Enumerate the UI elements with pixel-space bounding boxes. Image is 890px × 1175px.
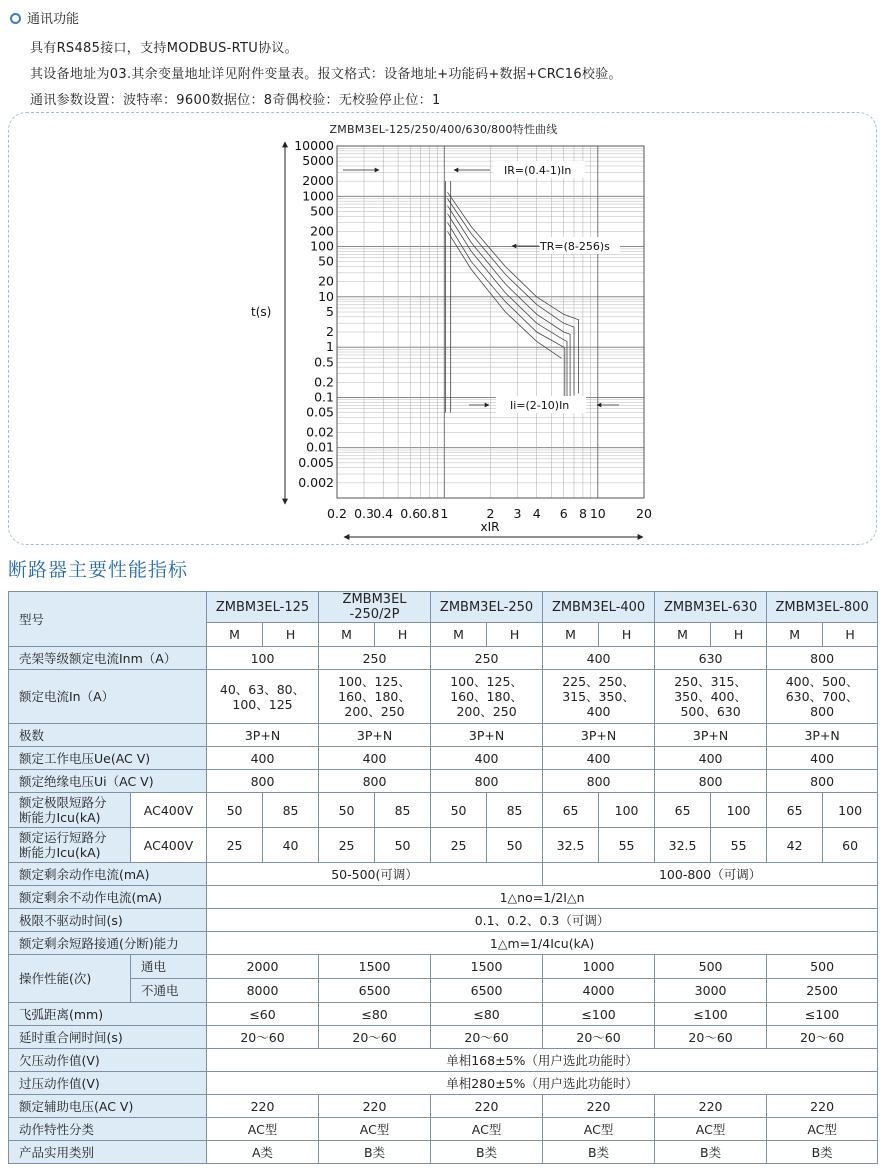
y-tick-label: 5000 bbox=[302, 153, 334, 169]
row-sublabel: 通电 bbox=[131, 955, 207, 979]
table-cell: 32.5 bbox=[655, 828, 711, 863]
table-cell: 100 bbox=[823, 793, 878, 828]
sub-m: M bbox=[207, 623, 263, 647]
table-cell: 20～60 bbox=[655, 1026, 767, 1049]
table-cell: AC型 bbox=[207, 1118, 319, 1141]
x-tick-label: 8 bbox=[578, 506, 587, 521]
table-cell: 2000 bbox=[207, 955, 319, 979]
table-cell: 50 bbox=[207, 793, 263, 828]
table-cell: 800 bbox=[207, 770, 319, 793]
comm-heading-text: 通讯功能 bbox=[27, 12, 80, 27]
table-cell: 60 bbox=[823, 828, 878, 863]
table-cell: 4000 bbox=[543, 979, 655, 1003]
table-cell: 100 bbox=[207, 647, 319, 670]
sub-h: H bbox=[711, 623, 767, 647]
row-label: 额定工作电压Ue(AC V) bbox=[9, 747, 207, 770]
table-cell: 250 bbox=[319, 647, 431, 670]
table-cell: 800 bbox=[767, 770, 878, 793]
table-cell: 800 bbox=[431, 770, 543, 793]
row-label: 额定极限短路分 断能力Icu(kA) bbox=[9, 793, 131, 828]
table-row bbox=[9, 793, 878, 828]
y-tick-label: 0.5 bbox=[314, 354, 334, 370]
table-cell: 0.1、0.2、0.3（可调） bbox=[207, 909, 878, 932]
table-cell: 单相168±5%（用户选此功能时） bbox=[207, 1049, 878, 1072]
table-cell: 50-500(可调） bbox=[207, 863, 543, 886]
row-label: 延时重合闸时间(s) bbox=[9, 1026, 207, 1049]
sub-m: M bbox=[543, 623, 599, 647]
table-row bbox=[9, 1095, 878, 1118]
table-cell: 3000 bbox=[655, 979, 767, 1003]
table-row bbox=[9, 1072, 878, 1095]
spec-table bbox=[8, 591, 878, 1164]
table-cell: 3P+N bbox=[767, 724, 878, 747]
table-cell: ≤100 bbox=[767, 1003, 878, 1026]
table-cell: ≤100 bbox=[543, 1003, 655, 1026]
table-cell: 1△m=1/4Icu(kA) bbox=[207, 932, 878, 955]
sub-m: M bbox=[655, 623, 711, 647]
table-cell: 400 bbox=[767, 747, 878, 770]
table-cell: 8000 bbox=[207, 979, 319, 1003]
row-sublabel: 不通电 bbox=[131, 979, 207, 1003]
y-axis-label: t(s) bbox=[251, 305, 272, 319]
characteristic-chart bbox=[9, 113, 878, 546]
y-tick-label: 10000 bbox=[294, 138, 334, 153]
table-cell: 85 bbox=[487, 793, 543, 828]
table-row bbox=[9, 724, 878, 747]
row-label: 过压动作值(V) bbox=[9, 1072, 207, 1095]
table-cell: 25 bbox=[207, 828, 263, 863]
table-cell: 25 bbox=[431, 828, 487, 863]
table-cell: AC型 bbox=[319, 1118, 431, 1141]
y-tick-label: 0.02 bbox=[306, 424, 334, 440]
table-row bbox=[9, 1118, 878, 1141]
sub-h: H bbox=[599, 623, 655, 647]
table-cell: 400 bbox=[543, 647, 655, 670]
table-cell: ≤80 bbox=[319, 1003, 431, 1026]
table-cell: 6500 bbox=[431, 979, 543, 1003]
sub-m: M bbox=[767, 623, 823, 647]
table-cell: 100-800（可调） bbox=[543, 863, 878, 886]
table-cell: AC型 bbox=[767, 1118, 878, 1141]
table-row bbox=[9, 670, 878, 724]
row-label: 额定绝缘电压Ui（AC V) bbox=[9, 770, 207, 793]
table-cell: 85 bbox=[375, 793, 431, 828]
table-cell: 1500 bbox=[319, 955, 431, 979]
table-row bbox=[9, 1049, 878, 1072]
model-header: ZMBM3EL-125 bbox=[207, 592, 319, 623]
y-tick-label: 200 bbox=[310, 223, 334, 239]
row-label: 额定剩余动作电流(mA) bbox=[9, 863, 207, 886]
table-cell: 42 bbox=[767, 828, 823, 863]
row-label: 欠压动作值(V) bbox=[9, 1049, 207, 1072]
table-cell: 3P+N bbox=[431, 724, 543, 747]
sub-h: H bbox=[375, 623, 431, 647]
table-cell: B类 bbox=[431, 1141, 543, 1164]
y-tick-label: 0.1 bbox=[314, 389, 334, 405]
row-label: 产品实用类别 bbox=[9, 1141, 207, 1164]
y-tick-label: 0.2 bbox=[314, 374, 334, 390]
model-header: ZMBM3EL-250 bbox=[431, 592, 543, 623]
table-row bbox=[9, 955, 878, 979]
table-cell: 100、125、 160、180、 200、250 bbox=[431, 670, 543, 724]
chart-title: ZMBM3EL-125/250/400/630/800特性曲线 bbox=[329, 123, 558, 136]
y-tick-label: 0.002 bbox=[298, 474, 334, 490]
table-row bbox=[9, 863, 878, 886]
table-cell: 400 bbox=[431, 747, 543, 770]
row-label: 操作性能(次) bbox=[9, 955, 131, 1003]
table-cell: 20～60 bbox=[431, 1026, 543, 1049]
table-cell: 25 bbox=[319, 828, 375, 863]
x-tick-label: 0.6 bbox=[400, 506, 421, 521]
table-cell: B类 bbox=[655, 1141, 767, 1164]
table-cell: 220 bbox=[767, 1095, 878, 1118]
table-cell: 3P+N bbox=[543, 724, 655, 747]
comm-line-2: 其设备地址为03.其余变量地址详见附件变量表。报文格式：设备地址+功能码+数据+CRC16校验。 bbox=[30, 67, 622, 82]
table-cell: ≤80 bbox=[431, 1003, 543, 1026]
table-cell: 220 bbox=[543, 1095, 655, 1118]
row-label: 额定剩余短路接通(分断)能力 bbox=[9, 932, 207, 955]
table-cell: 1△no=1/2I△n bbox=[207, 886, 878, 909]
x-tick-label: 1 bbox=[440, 506, 449, 521]
table-cell: 32.5 bbox=[543, 828, 599, 863]
voltage-cell: AC400V bbox=[131, 828, 207, 863]
table-cell: 40、63、80、 100、125 bbox=[207, 670, 319, 724]
y-tick-label: 50 bbox=[318, 253, 334, 269]
table-row bbox=[9, 1026, 878, 1049]
table-cell: 65 bbox=[655, 793, 711, 828]
table-cell: 400、500、 630、700、 800 bbox=[767, 670, 878, 724]
table-cell: 400 bbox=[543, 747, 655, 770]
table-cell: 400 bbox=[319, 747, 431, 770]
table-cell: 3P+N bbox=[207, 724, 319, 747]
model-header: ZMBM3EL-630 bbox=[655, 592, 767, 623]
row-label: 极数 bbox=[9, 724, 207, 747]
table-cell: 220 bbox=[431, 1095, 543, 1118]
table-row bbox=[9, 747, 878, 770]
sub-m: M bbox=[431, 623, 487, 647]
table-cell: 50 bbox=[431, 793, 487, 828]
comm-line-1: 具有RS485接口，支持MODBUS-RTU协议。 bbox=[30, 41, 298, 56]
model-header: ZMBM3EL-800 bbox=[767, 592, 878, 623]
table-cell: 220 bbox=[655, 1095, 767, 1118]
row-label: 极限不驱动时间(s) bbox=[9, 909, 207, 932]
row-label: 动作特性分类 bbox=[9, 1118, 207, 1141]
table-cell: 40 bbox=[263, 828, 319, 863]
table-cell: 单相280±5%（用户选此功能时） bbox=[207, 1072, 878, 1095]
table-cell: 100 bbox=[711, 793, 767, 828]
table-cell: 250 bbox=[431, 647, 543, 670]
table-cell: 20～60 bbox=[767, 1026, 878, 1049]
table-cell: 250、315、 350、400、 500、630 bbox=[655, 670, 767, 724]
y-tick-label: 2000 bbox=[302, 173, 334, 189]
bullet-circle-icon bbox=[10, 13, 21, 24]
x-tick-label: 20 bbox=[636, 506, 652, 521]
table-cell: 800 bbox=[319, 770, 431, 793]
table-cell: A类 bbox=[207, 1141, 319, 1164]
sub-m: M bbox=[319, 623, 375, 647]
y-tick-label: 500 bbox=[310, 203, 334, 219]
x-tick-label: 3 bbox=[513, 506, 522, 521]
table-cell: AC型 bbox=[543, 1118, 655, 1141]
table-row bbox=[9, 647, 878, 670]
y-tick-label: 100 bbox=[310, 238, 334, 254]
table-row bbox=[9, 770, 878, 793]
table-cell: 50 bbox=[487, 828, 543, 863]
table-cell: B类 bbox=[319, 1141, 431, 1164]
tr-annotation: TR=(8-256)s bbox=[540, 240, 610, 253]
table-cell: 220 bbox=[319, 1095, 431, 1118]
sub-h: H bbox=[823, 623, 878, 647]
table-cell: 65 bbox=[767, 793, 823, 828]
table-row bbox=[9, 1003, 878, 1026]
table-row bbox=[9, 909, 878, 932]
table-cell: 6500 bbox=[319, 979, 431, 1003]
y-tick-label: 1 bbox=[326, 339, 334, 355]
row-label: 额定运行短路分 断能力Icu(kA) bbox=[9, 828, 131, 863]
table-cell: 400 bbox=[655, 747, 767, 770]
sub-h: H bbox=[263, 623, 319, 647]
table-row bbox=[9, 886, 878, 909]
table-cell: B类 bbox=[767, 1141, 878, 1164]
row-label: 飞弧距离(mm) bbox=[9, 1003, 207, 1026]
comm-heading bbox=[10, 8, 79, 27]
y-tick-label: 0.01 bbox=[306, 439, 334, 455]
table-cell: 20～60 bbox=[543, 1026, 655, 1049]
table-cell: 55 bbox=[711, 828, 767, 863]
table-cell: 3P+N bbox=[319, 724, 431, 747]
x-tick-label: 10 bbox=[589, 506, 606, 521]
table-cell: 50 bbox=[319, 793, 375, 828]
table-cell: 85 bbox=[263, 793, 319, 828]
table-cell: 55 bbox=[599, 828, 655, 863]
x-tick-label: 2 bbox=[486, 506, 495, 521]
sub-h: H bbox=[487, 623, 543, 647]
x-tick-label: 0.8 bbox=[419, 506, 440, 521]
x-tick-label: 6 bbox=[559, 506, 568, 521]
table-cell: 2500 bbox=[767, 979, 878, 1003]
table-row bbox=[9, 932, 878, 955]
table-cell: 20～60 bbox=[207, 1026, 319, 1049]
table-row bbox=[9, 592, 878, 623]
y-tick-label: 1000 bbox=[302, 188, 334, 204]
row-label: 额定剩余不动作电流(mA) bbox=[9, 886, 207, 909]
table-cell: B类 bbox=[543, 1141, 655, 1164]
row-label: 额定辅助电压(AC V) bbox=[9, 1095, 207, 1118]
x-tick-label: 0.3 bbox=[354, 506, 374, 521]
ii-annotation: Ii=(2-10)In bbox=[510, 399, 570, 412]
table-row bbox=[9, 1141, 878, 1164]
model-header: ZMBM3EL -250/2P bbox=[319, 592, 431, 623]
table-row bbox=[9, 828, 878, 863]
table-cell: 500 bbox=[655, 955, 767, 979]
table-cell: 800 bbox=[767, 647, 878, 670]
table-cell: 1000 bbox=[543, 955, 655, 979]
characteristic-chart-panel bbox=[8, 112, 877, 545]
voltage-cell: AC400V bbox=[131, 793, 207, 828]
table-cell: 20～60 bbox=[319, 1026, 431, 1049]
table-cell: 50 bbox=[375, 828, 431, 863]
table-cell: ≤100 bbox=[655, 1003, 767, 1026]
y-tick-label: 0.05 bbox=[306, 404, 334, 420]
table-cell: 800 bbox=[543, 770, 655, 793]
y-tick-label: 2 bbox=[326, 324, 334, 340]
table-row bbox=[9, 979, 878, 1003]
table-cell: ≤60 bbox=[207, 1003, 319, 1026]
y-tick-label: 10 bbox=[318, 288, 334, 304]
x-tick-label: 0.4 bbox=[373, 506, 394, 521]
table-cell: 630 bbox=[655, 647, 767, 670]
table-cell: AC型 bbox=[431, 1118, 543, 1141]
table-cell: 225、250、 315、350、 400 bbox=[543, 670, 655, 724]
model-header: ZMBM3EL-400 bbox=[543, 592, 655, 623]
table-cell: 100 bbox=[599, 793, 655, 828]
table-cell: 3P+N bbox=[655, 724, 767, 747]
table-cell: AC型 bbox=[655, 1118, 767, 1141]
table-cell: 220 bbox=[207, 1095, 319, 1118]
table-cell: 1500 bbox=[431, 955, 543, 979]
y-tick-label: 0.005 bbox=[298, 454, 334, 470]
table-cell: 500 bbox=[767, 955, 878, 979]
x-axis-label: xIR bbox=[480, 520, 500, 534]
table-cell: 65 bbox=[543, 793, 599, 828]
section-title: 断路器主要性能指标 bbox=[8, 559, 189, 581]
row-label: 额定电流In（A） bbox=[9, 670, 207, 724]
table-cell: 400 bbox=[207, 747, 319, 770]
table-cell: 800 bbox=[655, 770, 767, 793]
y-tick-label: 20 bbox=[318, 273, 334, 289]
x-tick-label: 4 bbox=[532, 506, 541, 521]
model-label: 型号 bbox=[9, 592, 207, 647]
y-tick-label: 5 bbox=[326, 303, 334, 319]
x-tick-label: 0.2 bbox=[327, 506, 347, 521]
comm-line-3: 通讯参数设置：波特率：9600数据位：8奇偶校验：无校验停止位：1 bbox=[30, 93, 441, 108]
row-label: 壳架等级额定电流Inm（A） bbox=[9, 647, 207, 670]
ir-annotation: IR=(0.4-1)In bbox=[504, 164, 572, 177]
table-cell: 100、125、 160、180、 200、250 bbox=[319, 670, 431, 724]
